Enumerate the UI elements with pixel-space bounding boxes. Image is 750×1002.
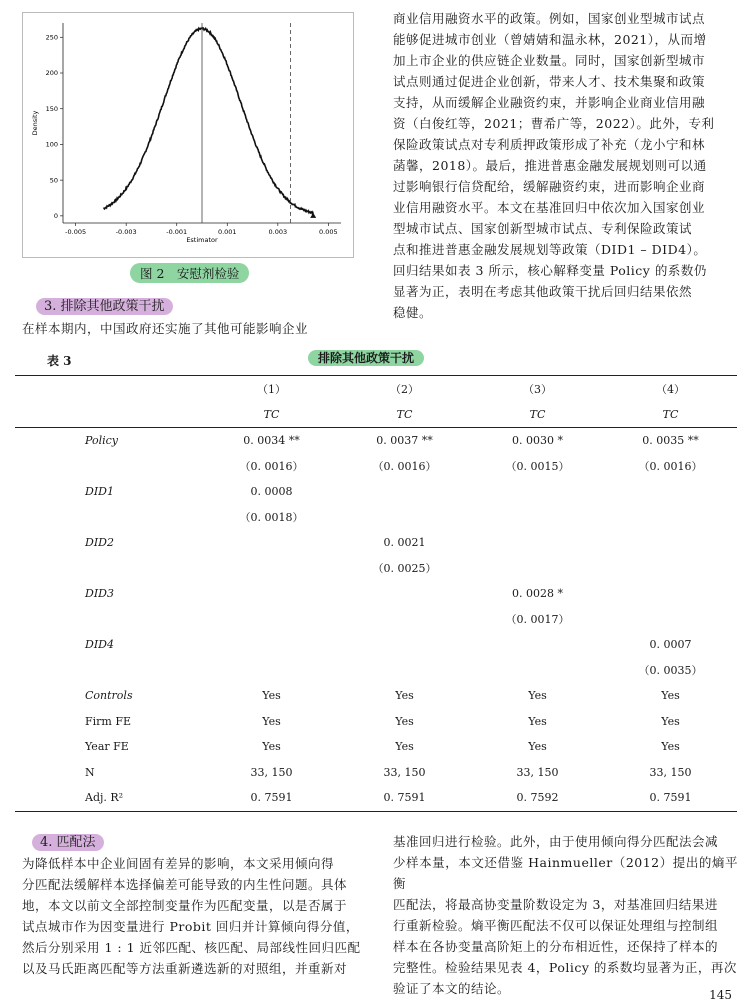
- table-cell: Yes: [395, 740, 414, 754]
- table-cell: 0. 0034 **: [243, 434, 300, 448]
- table-cell: Yes: [528, 714, 547, 728]
- row-label: Controls: [85, 689, 133, 703]
- table-row: [15, 632, 737, 658]
- right-col-line: 业信用融资水平。本文在基准回归中依次加入国家创业: [393, 200, 706, 215]
- s4-left-line: 地，本文以前文全部控制变量作为匹配变量，以是否属于: [22, 898, 348, 913]
- section-4-right-text: [393, 831, 738, 999]
- table-cell: [604, 556, 737, 582]
- table-cell: 0. 0028 *: [512, 587, 563, 601]
- right-col-line: 稳健。: [393, 305, 433, 320]
- x-tick-label: -0.001: [166, 228, 188, 236]
- row-label: [15, 556, 205, 582]
- right-col-line: 支持，从而缓解企业融资约束，并影响企业商业信用融: [393, 95, 706, 110]
- row-label: DID1: [85, 485, 114, 499]
- right-col-line: 能够促进城市创业（曾婧婧和温永林，2021），从而增: [393, 32, 707, 47]
- right-col-line: 显著为正，表明在考虑其他政策干扰后回归结果依然: [393, 284, 693, 299]
- y-tick-label: 250: [45, 33, 58, 42]
- table-cell: Yes: [262, 689, 281, 703]
- table-row: [15, 658, 737, 684]
- s4-left-line: 然后分别采用 1 : 1 近邻匹配、核匹配、局部线性回归匹配: [22, 940, 361, 955]
- table-cell: 0. 0035 **: [642, 434, 699, 448]
- section-4-heading: 4. 匹配法: [32, 831, 104, 850]
- table-cell: （0. 0016）: [638, 460, 703, 474]
- row-label: [15, 402, 205, 428]
- table-cell: [471, 556, 604, 582]
- table-cell: [205, 581, 338, 607]
- table-cell: [471, 632, 604, 658]
- s4-left-line: 分匹配法缓解样本选择偏差可能导致的内生性问题。具体: [22, 877, 348, 892]
- y-axis-label: Density: [31, 110, 39, 136]
- table-cell: [338, 505, 471, 531]
- y-tick-label: 0: [53, 212, 58, 221]
- table-cell: [338, 581, 471, 607]
- row-label: [15, 376, 205, 402]
- table-cell: TC: [604, 402, 737, 428]
- figure-caption: 图 2 安慰剂检验: [130, 263, 249, 283]
- table-cell: （0. 0016）: [239, 460, 304, 474]
- table-row: [15, 479, 737, 505]
- row-label: Firm FE: [85, 714, 131, 728]
- table-row: [15, 581, 737, 607]
- right-col-line: 资（白俊红等，2021；曹希广等，2022）。此外，专利: [393, 116, 715, 131]
- table-cell: [471, 505, 604, 531]
- right-col-line: 加上市企业的供应链企业数量。同时，国家创新型城市: [393, 53, 706, 68]
- table-cell: [604, 479, 737, 505]
- row-label: DID2: [85, 536, 114, 550]
- table-row: [15, 556, 737, 582]
- regression-table: [15, 375, 737, 812]
- right-col-line: 回归结果如表 3 所示，核心解释变量 Policy 的系数仍: [393, 263, 707, 278]
- section-4-left-text: [22, 853, 367, 979]
- y-tick-label: 200: [45, 69, 58, 78]
- table-cell: 33, 150: [250, 765, 293, 779]
- s4-right-line: 匹配法，将最高协变量阶数设定为 3，对基准回归结果进: [393, 897, 718, 912]
- right-col-line: 菡馨，2018）。最后，推进普惠金融发展规划则可以通: [393, 158, 707, 173]
- table-cell: [604, 607, 737, 633]
- table-row: [15, 376, 737, 402]
- s4-right-line: 少样本量，本文还借鉴 Hainmueller（2012）提出的熵平衡: [393, 855, 738, 891]
- table-cell: [338, 479, 471, 505]
- table-cell: [338, 607, 471, 633]
- density-curve: [103, 28, 313, 214]
- table-cell: （0. 0015）: [505, 460, 570, 474]
- table-cell: 0. 7591: [338, 785, 471, 811]
- table-cell: 0. 7591: [205, 785, 338, 811]
- x-tick-label: 0.005: [319, 228, 338, 236]
- y-tick-label: 100: [45, 140, 58, 149]
- table-cell: Yes: [395, 689, 414, 703]
- table-cell: 0. 0037 **: [376, 434, 433, 448]
- table-cell: Yes: [661, 689, 680, 703]
- table-cell: [604, 530, 737, 556]
- table-cell: （0. 0035）: [638, 664, 703, 678]
- table-row: [15, 760, 737, 786]
- right-col-line: 商业信用融资水平的政策。例如，国家创业型城市试点: [393, 11, 706, 26]
- table-cell: Yes: [395, 714, 414, 728]
- table-cell: Yes: [661, 740, 680, 754]
- table-cell: 0. 0030 *: [512, 434, 563, 448]
- table-cell: [471, 530, 604, 556]
- table-cell: （3）: [471, 376, 604, 402]
- row-label: Year FE: [85, 740, 129, 754]
- x-tick-label: -0.005: [65, 228, 87, 236]
- s4-right-line: 基准回归进行检验。此外，由于使用倾向得分匹配法会减: [393, 834, 719, 849]
- placebo-density-chart: [22, 12, 354, 258]
- x-axis-label: Estimator: [186, 236, 218, 244]
- x-tick-label: 0.001: [217, 228, 237, 236]
- table-row: [15, 428, 737, 454]
- x-tick-label: -0.003: [115, 228, 137, 236]
- right-col-line: 过影响银行信贷配给，缓解融资约束，进而影响企业商: [393, 179, 706, 194]
- s4-right-line: 完整性。检验结果见表 4，Policy 的系数均显著为正，再次: [393, 960, 737, 975]
- table-row: [15, 709, 737, 735]
- table-cell: （0. 0016）: [372, 460, 437, 474]
- row-label: Adj. R²: [15, 785, 205, 811]
- row-label: [15, 658, 205, 684]
- table-cell: [338, 632, 471, 658]
- right-col-line: 点和推进普惠金融发展规划等政策（DID1 – DID4）。: [393, 242, 707, 257]
- table-cell: TC: [338, 402, 471, 428]
- table-cell: [604, 505, 737, 531]
- table-row: [15, 505, 737, 531]
- section-3-text: 在样本期内，中国政府还实施了其他可能影响企业: [22, 321, 309, 336]
- row-label: [15, 454, 205, 480]
- table-cell: （1）: [205, 376, 338, 402]
- table-cell: Yes: [262, 740, 281, 754]
- s4-left-line: 以及马氏距离匹配等方法重新遴选新的对照组，并重新对: [22, 961, 348, 976]
- table-cell: [205, 530, 338, 556]
- table-row: [15, 402, 737, 428]
- table-cell: 33, 150: [516, 765, 559, 779]
- table-cell: 0. 0021: [383, 536, 426, 550]
- s4-right-line: 验证了本文的结论。: [393, 981, 511, 996]
- table-cell: [205, 607, 338, 633]
- s4-left-line: 试点城市作为因变量进行 Probit 回归并计算倾向得分值，: [22, 919, 359, 934]
- section-3-heading: 3. 排除其他政策干扰: [36, 295, 173, 314]
- table-cell: Yes: [528, 740, 547, 754]
- right-col-line: 型城市试点、国家创新型城市试点、专利保险政策试: [393, 221, 693, 236]
- table-cell: 0. 0008: [250, 485, 293, 499]
- table-cell: 33, 150: [383, 765, 426, 779]
- table-cell: 0. 7591: [604, 785, 737, 811]
- y-tick-label: 150: [45, 104, 58, 113]
- row-label: DID4: [85, 638, 114, 652]
- row-label: [15, 607, 205, 633]
- table-cell: TC: [205, 402, 338, 428]
- table-cell: Yes: [528, 689, 547, 703]
- table-cell: [338, 658, 471, 684]
- table-cell: 33, 150: [649, 765, 692, 779]
- row-label: N: [85, 765, 95, 779]
- x-tick-label: 0.003: [268, 228, 288, 236]
- table-row: [15, 530, 737, 556]
- s4-right-line: 行重新检验。熵平衡匹配法不仅可以保证处理组与控制组: [393, 918, 719, 933]
- table-cell: （0. 0017）: [505, 613, 570, 627]
- table-cell: [604, 581, 737, 607]
- right-col-line: 保险政策试点对专利质押政策形成了补充（龙小宁和林: [393, 137, 706, 152]
- table-row: [15, 683, 737, 709]
- s4-left-line: 为降低样本中企业间固有差异的影响，本文采用倾向得: [22, 856, 335, 871]
- row-label: Policy: [85, 434, 118, 448]
- table-row: [15, 454, 737, 480]
- table-cell: （0. 0025）: [372, 562, 437, 576]
- table-label: 表 3: [47, 354, 72, 368]
- right-column-text: [393, 8, 738, 323]
- row-label: DID3: [85, 587, 114, 601]
- row-label: [15, 505, 205, 531]
- table-cell: Yes: [661, 714, 680, 728]
- table-row: [15, 734, 737, 760]
- table-cell: [471, 658, 604, 684]
- table-cell: （0. 0018）: [239, 511, 304, 525]
- table-cell: 0. 7592: [471, 785, 604, 811]
- y-tick-label: 50: [49, 176, 58, 185]
- s4-right-line: 样本在各协变量高阶矩上的分布相近性，还保持了样本的: [393, 939, 719, 954]
- page-number: 145: [709, 988, 732, 1002]
- table-cell: 0. 0007: [649, 638, 692, 652]
- table-cell: TC: [471, 402, 604, 428]
- table-row: [15, 785, 737, 811]
- table-title: 排除其他政策干扰: [308, 349, 424, 366]
- table-cell: [205, 658, 338, 684]
- right-col-line: 试点则通过促进企业创新，带来人才、技术集聚和政策: [393, 74, 706, 89]
- table-cell: [205, 556, 338, 582]
- table-row: [15, 607, 737, 633]
- table-cell: （2）: [338, 376, 471, 402]
- table-cell: [471, 479, 604, 505]
- table-cell: [205, 632, 338, 658]
- table-cell: Yes: [262, 714, 281, 728]
- table-cell: （4）: [604, 376, 737, 402]
